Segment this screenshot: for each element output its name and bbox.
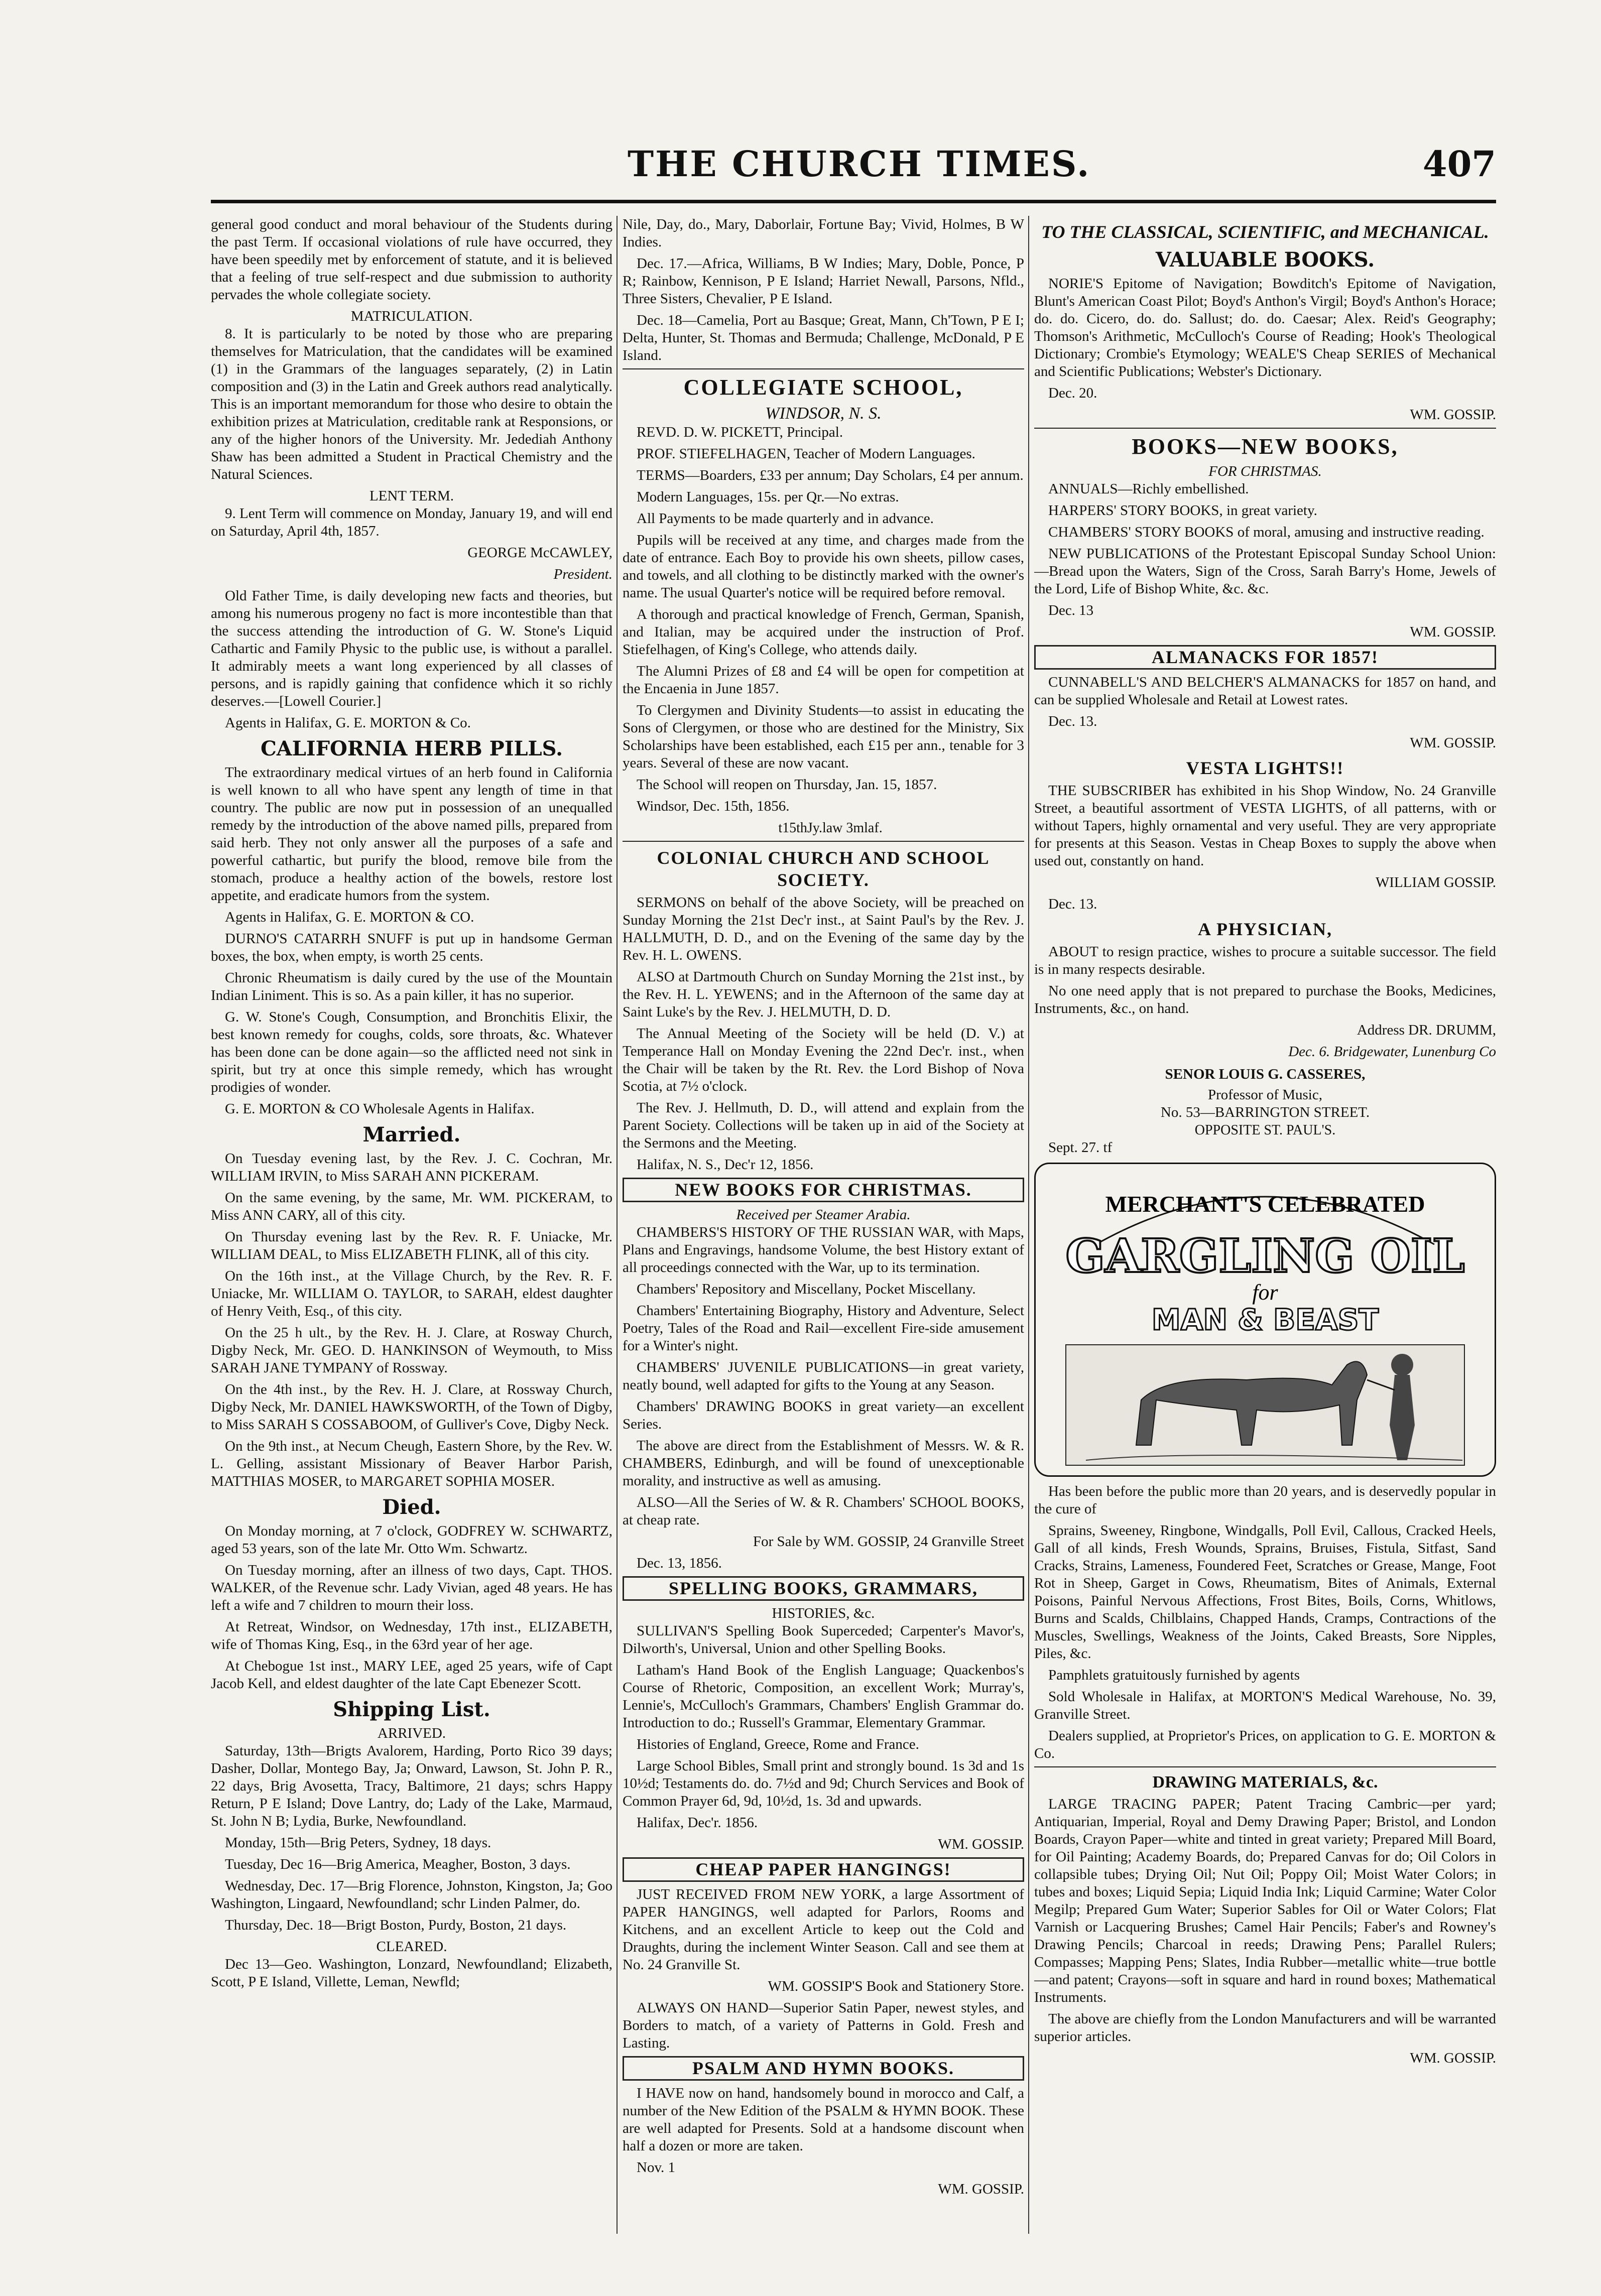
death-notice: At Retreat, Windsor, on Wednesday, 17th inst., ELIZABETH, wife of Thomas King, Esq., in the 63rd year of her age.	[211, 1619, 612, 1652]
lent-term-text: 9. Lent Term will commence on Monday, January 19, and will end on Saturday, April 4th, 1857.	[211, 505, 612, 539]
divider	[1034, 1766, 1496, 1767]
new-books-text: ANNUALS—Richly embellished.	[1048, 481, 1249, 497]
almanacks-heading: ALMANACKS FOR 1857!	[1034, 645, 1496, 670]
colonial-text: SERMONS on behalf of the above Society, will be preached on Sunday Morning the 21st Dec'r inst., at Saint Paul's by the Rev. J. HALLMUTH, D. D., and on the Evening of the same day by the Rev. H. L. OWENS.	[623, 895, 1024, 963]
psalm-seller: WM. GOSSIP.	[938, 2181, 1024, 2197]
school-text: A thorough and practical knowledge of French, German, Spanish, and Italian, may be acquired under the instruction of Prof. Stiefelhagen, of King's College, who attends daily.	[623, 606, 1024, 658]
marriage-notice: On the 9th inst., at Necum Cheugh, Eastern Shore, by the Rev. W. L. Gelling, assistant Missionary of Beaver Harbor Parish, MATTHIAS MOSER, to MARGARET SOPHIA MOSER.	[211, 1438, 612, 1489]
spelling-text: Latham's Hand Book of the English Language; Quackenbos's Course of Rhetoric, Composition, an excellent Work; Murray's, Lennie's, McCulloch's Grammars, Chambers' English Grammar do. Introduction to do.; Russell's Grammar, Elementary Grammar.	[623, 1662, 1024, 1731]
marriage-notice: On the 16th inst., at the Village Church, by the Rev. R. F. Uniacke, Mr. WILLIAM O. TAYLOR, to SARAH, eldest daughter of Henry Veith, Esq., of this city.	[211, 1268, 612, 1319]
marriage-notice: On Thursday evening last by the Rev. R. F. Uniacke, Mr. WILLIAM DEAL, to Miss ELIZABETH FLINK, all of this city.	[211, 1229, 612, 1262]
death-notice: On Monday morning, at 7 o'clock, GODFREY W. SCHWARTZ, aged 53 years, son of the late Mr. Otto Wm. Schwartz.	[211, 1523, 612, 1557]
oil-text: Has been before the public more than 20 years, and is deservedly popular in the cure of	[1034, 1483, 1496, 1517]
vesta-date: Dec. 13.	[1048, 896, 1097, 912]
spelling-date: Halifax, Dec'r. 1856.	[637, 1815, 758, 1831]
oil-text: Sold Wholesale in Halifax, at MORTON'S Medical Warehouse, No. 39, Granville Street.	[1034, 1689, 1496, 1722]
spelling-text: Histories of England, Greece, Rome and France.	[637, 1736, 919, 1752]
column-divider	[617, 216, 618, 2234]
shipping-entry: Monday, 15th—Brig Peters, Sydney, 18 days.	[225, 1835, 491, 1851]
shipping-entry: Nile, Day, do., Mary, Daborlair, Fortune Bay; Vivid, Holmes, B W Indies.	[623, 216, 1024, 250]
psalm-books-heading: PSALM AND HYMN BOOKS.	[623, 2056, 1024, 2081]
horse-and-man-engraving	[1066, 1345, 1464, 1465]
agents-text: Agents in Halifax, G. E. MORTON & Co.	[225, 715, 471, 731]
column-divider	[1028, 216, 1029, 2234]
death-notice: On Tuesday morning, after an illness of two days, Capt. THOS. WALKER, of the Revenue schr. Lady Vivian, aged 48 years. He has left a wife and 7 children to mourn their loss.	[211, 1562, 612, 1613]
books-date: Dec. 13, 1856.	[637, 1555, 722, 1571]
arrived-heading: ARRIVED.	[377, 1725, 446, 1741]
newspaper-title: THE CHURCH TIMES.	[628, 143, 1091, 185]
spelling-text: Large School Bibles, Small print and strongly bound. 1s 3d and 1s 10½d; Testaments do. do. 7½d and 9d; Church Services and Book of Common Prayer 6d, 9d, 10½d, 1s. 3d and upwards.	[623, 1758, 1024, 1809]
classical-heading: TO THE CLASSICAL, SCIENTIFIC, and MECHANICAL.	[1041, 222, 1489, 242]
shipping-list-heading: Shipping List.	[333, 1698, 490, 1721]
books-text: CHAMBERS'S HISTORY OF THE RUSSIAN WAR, with Maps, Plans and Engravings, handsome Volume, the best History extant of all proceedings connected with the War, up to its termination.	[623, 1224, 1024, 1275]
spelling-seller: WM. GOSSIP.	[938, 1836, 1024, 1852]
colonial-text: The Annual Meeting of the Society will be held (D. V.) at Temperance Hall on Monday Evening the 22nd Dec'r. inst., when the Chair will be taken by the Rt. Rev. the Lord Bishop of Nova Scotia, at 7½ o'clock.	[623, 1026, 1024, 1094]
oil-text: Dealers supplied, at Proprietor's Prices, on application to G. E. MORTON & Co.	[1034, 1728, 1496, 1761]
gargling-oil-illustration	[1036, 1164, 1495, 1472]
college-report-text: general good conduct and moral behaviour of the Students during the past Term. If occasional violations of rule have occurred, they have been speedily met by enforcement of statute, and it is believed that a feeling of true self-respect and due submission to authority pervades the whole collegiate society.	[211, 216, 612, 303]
paper-hangings-heading: CHEAP PAPER HANGINGS!	[623, 1857, 1024, 1882]
divider	[1034, 428, 1496, 429]
music-teacher-address: No. 53—BARRINGTON STREET.	[1160, 1104, 1370, 1120]
matriculation-text: 8. It is particularly to be noted by those who are preparing themselves for Matriculation, that the candidates will be examined (1) in the Grammars of the languages separately, (2) in Latin composition and (3) in the Latin and Greek authors read analytically. This is an important memorandum for those who desire to obtain the exhibition prizes at Matriculation, creditable rank at Responsions, or any of the higher honors of the University. Mr. Jedediah Anthony Shaw has been admitted a Student in Practical Chemistry and the Natural Sciences.	[211, 326, 612, 482]
colonial-text: ALSO at Dartmouth Church on Sunday Morning the 21st inst., by the Rev. H. L. YEWENS; and in the Afternoon of the same day at Saint Luke's by the Rev. J. HELMUTH, D. D.	[623, 969, 1024, 1020]
cleared-heading: CLEARED.	[376, 1939, 447, 1955]
colonial-date: Halifax, N. S., Dec'r 12, 1856.	[637, 1157, 814, 1173]
almanacks-date: Dec. 13.	[1048, 713, 1097, 729]
valuable-books-seller: WM. GOSSIP.	[1410, 407, 1496, 423]
page-number: 407	[1422, 143, 1496, 185]
school-staff: PROF. STIEFELHAGEN, Teacher of Modern Languages.	[637, 446, 975, 462]
shipping-entry: Dec. 18—Camelia, Port au Basque; Great, Mann, Ch'Town, P E I; Delta, Hunter, St. Thomas and Bermuda; Challenge, McDonald, P E Island.	[623, 312, 1024, 363]
new-books-text: CHAMBERS' STORY BOOKS of moral, amusing and instructive reading.	[1048, 524, 1485, 540]
married-heading: Married.	[362, 1123, 461, 1146]
masthead	[211, 143, 1496, 198]
valuable-books-date: Dec. 20.	[1048, 385, 1097, 401]
colonial-text: The Rev. J. Hellmuth, D. D., will attend and explain from the Parent Society. Collections will be taken up in aid of the Society at the Sermons and the Meeting.	[623, 1100, 1024, 1151]
shipping-entry: Thursday, Dec. 18—Brigt Boston, Purdy, Boston, 21 days.	[225, 1917, 567, 1933]
shipping-entry: Dec 13—Geo. Washington, Lonzard, Newfoundland; Elizabeth, Scott, P E Island, Villette, Leman, Newfld;	[211, 1956, 612, 1990]
shipping-entry: Wednesday, Dec. 17—Brig Florence, Johnston, Kingston, Ja; Goo Washington, Lingaard, Newfoundland; schr Linden Palmer, do.	[211, 1878, 612, 1911]
new-books-date: Dec. 13	[1048, 602, 1094, 618]
music-teacher-landmark: OPPOSITE ST. PAUL'S.	[1194, 1122, 1336, 1138]
new-books-seller: WM. GOSSIP.	[1410, 624, 1496, 640]
elixir-text: G. W. Stone's Cough, Consumption, and Bronchitis Elixir, the best known remedy for coughs, colds, sore throats, &c. Whatever has been done can be done again—so the afflicted need not sink in spirit, but try at once this simple remedy, which has wrought prodigies of wonder.	[211, 1009, 612, 1095]
agents-text: Agents in Halifax, G. E. MORTON & CO.	[225, 909, 474, 925]
school-terms: TERMS—Boarders, £33 per annum; Day Scholars, £4 per annum.	[637, 467, 1024, 483]
divider	[623, 841, 1024, 842]
liniment-text: Chronic Rheumatism is daily cured by the use of the Mountain Indian Liniment. This is so. As a pain killer, it has no superior.	[211, 970, 612, 1003]
marriage-notice: On the same evening, by the same, Mr. WM. PICKERAM, to Miss ANN CARY, all of this city.	[211, 1190, 612, 1223]
books-text: ALSO—All the Series of W. & R. Chambers' SCHOOL BOOKS, at cheap rate.	[623, 1494, 1024, 1528]
marriage-notice: On the 25 h ult., by the Rev. H. J. Clare, at Rosway Church, Digby Neck, Mr. GEO. D. HANKINSON of Weymouth, to Miss SARAH JANE TYMPANY of Rossway.	[211, 1325, 612, 1376]
books-text: The above are direct from the Establishment of Messrs. W. & R. CHAMBERS, Edinburgh, and will be found of unexceptionable morality, and instructive as well as amusing.	[623, 1438, 1024, 1489]
new-books-text: HARPERS' STORY BOOKS, in great variety.	[1048, 502, 1317, 519]
shipping-entry: Dec. 17.—Africa, Williams, B W Indies; Mary, Doble, Ponce, P R; Rainbow, Kennison, P E Island; Harriet Newall, Parsons, Nfld., Three Sisters, Chevalier, P E Island.	[623, 256, 1024, 307]
physician-text: No one need apply that is not prepared to purchase the Books, Medicines, Instruments, &c., on hand.	[1034, 983, 1496, 1016]
spelling-text: SULLIVAN'S Spelling Book Superceded; Carpenter's Mavor's, Dilworth's, Universal, Union and other Spelling Books.	[623, 1623, 1024, 1656]
school-text: To Clergymen and Divinity Students—to assist in educating the Sons of Clergymen, or those who are destined for the Ministry, Six Scholarships have been established, each £15 per ann., tenable for 3 years. Several of these are now vacant.	[623, 702, 1024, 771]
oil-top-text: MERCHANT'S CELEBRATED	[1105, 1191, 1425, 1217]
music-teacher-date: Sept. 27. tf	[1048, 1139, 1113, 1156]
school-heading: COLLEGIATE SCHOOL,	[683, 375, 963, 400]
herb-pills-heading: CALIFORNIA HERB PILLS.	[260, 737, 563, 760]
shipping-entry: Saturday, 13th—Brigts Avalorem, Harding, Porto Rico 39 days; Dasher, Dollar, Montego Bay, Ja; Onward, Lawson, St. John P. R., 22 days, Brig Avosetta, Tracy, Baltimore, 21 days; schrs Happy Return, P E Island; Dove Lantry, do; Lady of the Lake, Marmaud, St. John N B; Lydia, Burke, Newfoundland.	[211, 1743, 612, 1829]
new-books-text: NEW PUBLICATIONS of the Protestant Episcopal Sunday School Union:—Bread upon the Waters, Sign of the Cross, Sarah Barry's Home, Jewels of the Lord, Life of Bishop White, &c. &c.	[1034, 546, 1496, 597]
drawing-materials-text: LARGE TRACING PAPER; Patent Tracing Cambric—per yard; Antiquarian, Imperial, Royal and Demy Drawing Paper; Bristol, and London Boards, Crayon Paper—white and tinted in great variety; Prepared Mill Board, for Oil Painting; Academy Boards, do; Prepared Canvas for do; Oil Colors in collapsible tubes; Drying Oil; Nut Oil; Poppy Oil; Moist Water Colors; in tubes and boxes; Liquid Sepia; Liquid India Ink; Liquid Carmine; Water Color Megilp; Prepared Gum Water; Superior Sables for Oil or Water Colors; Flat Varnish or Lacquering Brushes; Camel Hair Pencils; Faber's and Rowney's Drawing Pencils; Charcoal in reeds; Drawing Pens; Parallel Rulers; Compasses; Mapping Pens; Slates, India Rubber—metallic white—true bottle—and patent; Crayons—soft in square and hard in round boxes; Mathematical Instruments.	[1034, 1796, 1496, 2005]
physician-address: Address DR. DRUMM,	[1357, 1022, 1496, 1038]
school-text: Modern Languages, 15s. per Qr.—No extras.	[637, 489, 899, 505]
new-books-sub: FOR CHRISTMAS.	[1208, 463, 1322, 479]
column-2	[623, 216, 1024, 2234]
oil-sub-text: MAN & BEAST	[1151, 1303, 1379, 1337]
paper-seller: WM. GOSSIP'S Book and Stationery Store.	[768, 1978, 1024, 1994]
music-teacher-title: Professor of Music,	[1208, 1087, 1322, 1103]
died-heading: Died.	[382, 1495, 441, 1519]
marriage-notice: On the 4th inst., by the Rev. H. J. Clare, at Rossway Church, Digby Neck, Mr. DANIEL HAWKSWORTH, of the Town of Digby, to Miss SARAH S COSSABOOM, of Gulliver's Cove, Digby Neck.	[211, 1381, 612, 1433]
oil-ailments: Sprains, Sweeney, Ringbone, Windgalls, Poll Evil, Callous, Cracked Heels, Gall of all kinds, Fresh Wounds, Sprains, Bruises, Fistula, Sitfast, Sand Cracks, Strains, Lameness, Foundered Feet, Scratches or Grease, Mange, Foot Rot in Sheep, Garget in Cows, Rheumatism, Bites of Animals, External Poisons, Painful Nervous Affections, Frost Bites, Boils, Corns, Whitlows, Burns and Scalds, Chilblains, Chapped Hands, Cramps, Contractions of the Muscles, Swellings, Weakness of the Joints, Caked Breasts, Sore Nipples, Piles, &c.	[1034, 1522, 1496, 1662]
herb-pills-text: The extraordinary medical virtues of an herb found in California is well known to all who have spent any length of time in that country. The public are now put in possession of an unequalled remedy by the introduction of the above named pills, prepared from said herb. They not only answer all the purposes of a safe and powerful cathartic, but purify the blood, remove bile from the stomach, produce a healthy action of the bowels, restore lost appetite, and eradicate humors from the system.	[211, 764, 612, 904]
paper-text: ALWAYS ON HAND—Superior Satin Paper, newest styles, and Borders to match, of a variety of Patterns in Gold. Fresh and Lasting.	[623, 2000, 1024, 2051]
school-text: The School will reopen on Thursday, Jan. 15, 1857.	[637, 777, 937, 793]
column-3	[1034, 216, 1496, 2234]
valuable-books-text: NORIE'S Epitome of Navigation; Bowditch's Epitome of Navigation, Blunt's American Coast Pilot; Boyd's Anthon's Virgil; Boyd's Anthon's Horace; do. do. Cicero, do. do. Sallust; do. do. Caesar; Alex. Reid's Geography; Thomson's Arithmetic, McCulloch's Course of Reading; Hook's Theological Dictionary; Crombie's Etymology; WEALE'S Cheap SERIES of Mechanical and Scientific Publications; Webster's Dictionary.	[1034, 276, 1496, 379]
header-rule	[211, 200, 1496, 203]
new-books-heading: NEW BOOKS FOR CHRISTMAS.	[623, 1178, 1024, 1202]
new-books-heading: BOOKS—NEW BOOKS,	[1132, 434, 1399, 459]
new-books-sub: Received per Steamer Arabia.	[736, 1207, 911, 1223]
paper-text: JUST RECEIVED FROM NEW YORK, a large Assortment of PAPER HANGINGS, well adapted for Parlors, Rooms and Kitchens, and an excellent Article to keep out the Cold and Draughts, during the inclement Winter Season. Call and see them at No. 24 Granville St.	[623, 1886, 1024, 1973]
books-seller: For Sale by WM. GOSSIP, 24 Granville Street	[753, 1534, 1024, 1550]
lent-term-heading: LENT TERM.	[369, 488, 454, 504]
drawing-materials-seller: WM. GOSSIP.	[1410, 2050, 1496, 2066]
music-teacher-heading: SENOR LOUIS G. CASSERES,	[1165, 1066, 1366, 1082]
colonial-society-heading: COLONIAL CHURCH AND SCHOOL SOCIETY.	[657, 848, 990, 890]
school-text: Pupils will be received at any time, and charges made from the date of entrance. Each Boy to provide his own sheets, pillow cases, and towels, and all clothing to be distinctly marked with the owner's name. The usual Quarter's notice will be required before removal.	[623, 532, 1024, 601]
marriage-notice: On Tuesday evening last, by the Rev. J. C. Cochran, Mr. WILLIAM IRVIN, to Miss SARAH ANN PICKERAM.	[211, 1151, 612, 1184]
school-ref: t15thJy.law 3mlaf.	[778, 820, 883, 836]
oil-main-text: GARGLING OIL	[1065, 1229, 1465, 1283]
school-text: All Payments to be made quarterly and in advance.	[637, 511, 934, 527]
school-location: WINDSOR, N. S.	[765, 404, 882, 423]
drawing-materials-heading: DRAWING MATERIALS, &c.	[1152, 1773, 1378, 1792]
divider	[623, 368, 1024, 369]
snuff-text: DURNO'S CATARRH SNUFF is put up in handsome German boxes, the box, when empty, is worth 25 cents.	[211, 931, 612, 964]
vesta-seller: WILLIAM GOSSIP.	[1375, 874, 1496, 890]
books-text: Chambers' Repository and Miscellany, Pocket Miscellany.	[637, 1281, 976, 1297]
oil-text: Pamphlets gratuitously furnished by agents	[1048, 1667, 1300, 1683]
school-date: Windsor, Dec. 15th, 1856.	[637, 798, 790, 814]
signature-title: President.	[553, 566, 612, 582]
vesta-lights-heading: VESTA LIGHTS!!	[1186, 758, 1344, 778]
death-notice: At Chebogue 1st inst., MARY LEE, aged 25 years, wife of Capt Jacob Kell, and eldest daughter of the late Capt Ebenezer Scott.	[211, 1658, 612, 1692]
shipping-entry: Tuesday, Dec 16—Brig America, Meagher, Boston, 3 days.	[225, 1856, 571, 1872]
oil-for-text: for	[1252, 1280, 1278, 1305]
almanacks-seller: WM. GOSSIP.	[1410, 735, 1496, 751]
psalm-date: Nov. 1	[637, 2159, 676, 2176]
valuable-books-heading: VALUABLE BOOKS.	[1155, 248, 1375, 272]
books-text: Chambers' DRAWING BOOKS in great variety—an excellent Series.	[623, 1398, 1024, 1432]
school-staff: REVD. D. W. PICKETT, Principal.	[637, 424, 843, 440]
books-text: CHAMBERS' JUVENILE PUBLICATIONS—in great variety, neatly bound, well adapted for gifts to the Young at any Season.	[623, 1359, 1024, 1393]
vesta-text: THE SUBSCRIBER has exhibited in his Shop Window, No. 24 Granville Street, a beautiful assortment of VESTA LIGHTS, of all patterns, with or without Tapers, highly ornamental and very useful. They are very appropriate for presents at this Season. Vestas in Cheap Boxes to supply the above when used out, constantly on hand.	[1034, 783, 1496, 869]
wholesale-agents-text: G. E. MORTON & CO Wholesale Agents in Halifax.	[225, 1101, 535, 1117]
matriculation-heading: MATRICULATION.	[350, 308, 473, 324]
almanacks-text: CUNNABELL'S AND BELCHER'S ALMANACKS for 1857 on hand, and can be supplied Wholesale and Retail at Lowest rates.	[1034, 674, 1496, 708]
physician-text: ABOUT to resign practice, wishes to procure a suitable successor. The field is in many respects desirable.	[1034, 944, 1496, 977]
books-text: Chambers' Entertaining Biography, History and Adventure, Select Poetry, Tales of the Road and Rail—excellent Fire-side amusement for a Winter's night.	[623, 1303, 1024, 1354]
physician-heading: A PHYSICIAN,	[1197, 919, 1333, 939]
signature-name: GEORGE McCAWLEY,	[467, 545, 612, 561]
school-text: The Alumni Prizes of £8 and £4 will be open for competition at the Encaenia in June 1857.	[623, 663, 1024, 697]
spelling-books-heading: SPELLING BOOKS, GRAMMARS,	[623, 1576, 1024, 1601]
spelling-books-sub: HISTORIES, &c.	[772, 1605, 875, 1621]
stone-ad-text: Old Father Time, is daily developing new facts and theories, but among his numerous progeny no fact is more incontestible than that the success attending the introduction of G. W. Stone's Liquid Cathartic and Family Physic to the public use, is without a parallel. It admirably meets a want long experienced by all classes of persons, and is rapidly gaining that confidence which it so richly deserves.—[Lowell Courier.]	[211, 588, 612, 709]
column-1	[211, 216, 612, 2234]
gargling-oil-advertisement	[1034, 1163, 1496, 1477]
physician-location: Dec. 6. Bridgewater, Lunenburg Co	[1288, 1044, 1496, 1060]
psalm-text: I HAVE now on hand, handsomely bound in morocco and Calf, a number of the New Edition of the PSALM & HYMN BOOK. These are well adapted for Presents. Sold at a handsome discount when half a dozen or more are taken.	[623, 2085, 1024, 2154]
drawing-materials-text: The above are chiefly from the London Manufacturers and will be warranted superior articles.	[1034, 2011, 1496, 2045]
